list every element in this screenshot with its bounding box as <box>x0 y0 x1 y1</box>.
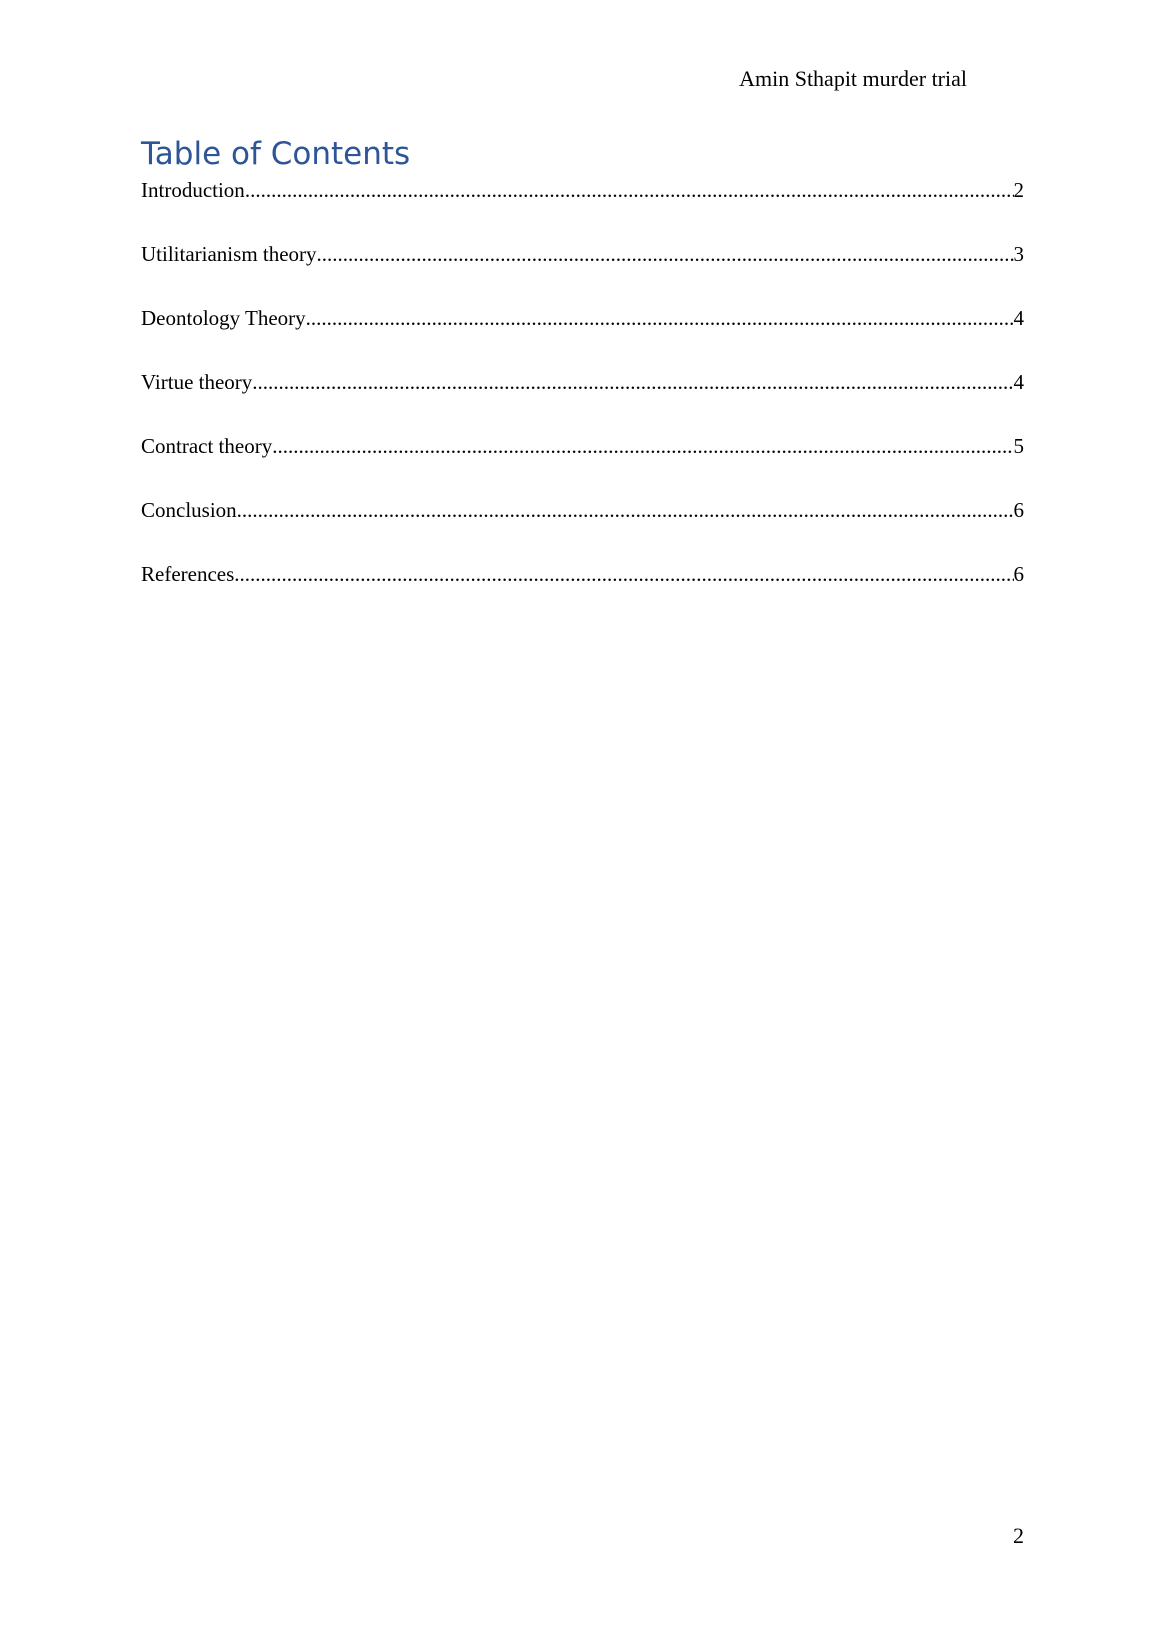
toc-entry-conclusion[interactable] <box>141 500 1024 564</box>
toc-entry-contract-theory[interactable] <box>141 436 1024 500</box>
toc-dot-leader <box>252 372 1013 393</box>
toc-entry-virtue-theory[interactable] <box>141 372 1024 436</box>
toc-entry-label: Contract theory <box>141 436 273 458</box>
toc-entry-utilitarianism-theory[interactable] <box>141 244 1024 308</box>
toc-entry-page-number: 2 <box>1013 180 1024 202</box>
running-header: Amin Sthapit murder trial <box>739 66 967 91</box>
toc-entry-label: Virtue theory <box>141 372 253 394</box>
toc-dot-leader <box>234 564 1013 585</box>
toc-dot-leader <box>245 180 1014 201</box>
toc-entry-deontology-theory[interactable] <box>141 308 1024 372</box>
toc-entry-page-number: 3 <box>1013 244 1024 266</box>
toc-entry-label: Deontology Theory <box>141 308 306 330</box>
toc-entry-page-number: 5 <box>1013 436 1024 458</box>
toc-entry-label: References <box>141 564 235 586</box>
footer-page-number: 2 <box>1013 1523 1024 1548</box>
toc-dot-leader <box>317 244 1014 265</box>
toc-dot-leader <box>306 308 1014 329</box>
toc-entry-references[interactable] <box>141 564 1024 628</box>
toc-dot-leader <box>272 436 1013 457</box>
toc-entry-label: Introduction <box>141 180 245 202</box>
toc-entry-introduction[interactable] <box>141 180 1024 244</box>
toc-entry-label: Conclusion <box>141 500 237 522</box>
toc-entry-page-number: 6 <box>1013 564 1024 586</box>
toc-title: Table of Contents <box>141 136 411 172</box>
toc-entry-page-number: 4 <box>1013 308 1024 330</box>
toc-entry-page-number: 4 <box>1013 372 1024 394</box>
toc-entry-page-number: 6 <box>1013 500 1024 522</box>
toc-entry-label: Utilitarianism theory <box>141 244 317 266</box>
toc-dot-leader <box>237 500 1014 521</box>
toc-list <box>141 180 1024 628</box>
